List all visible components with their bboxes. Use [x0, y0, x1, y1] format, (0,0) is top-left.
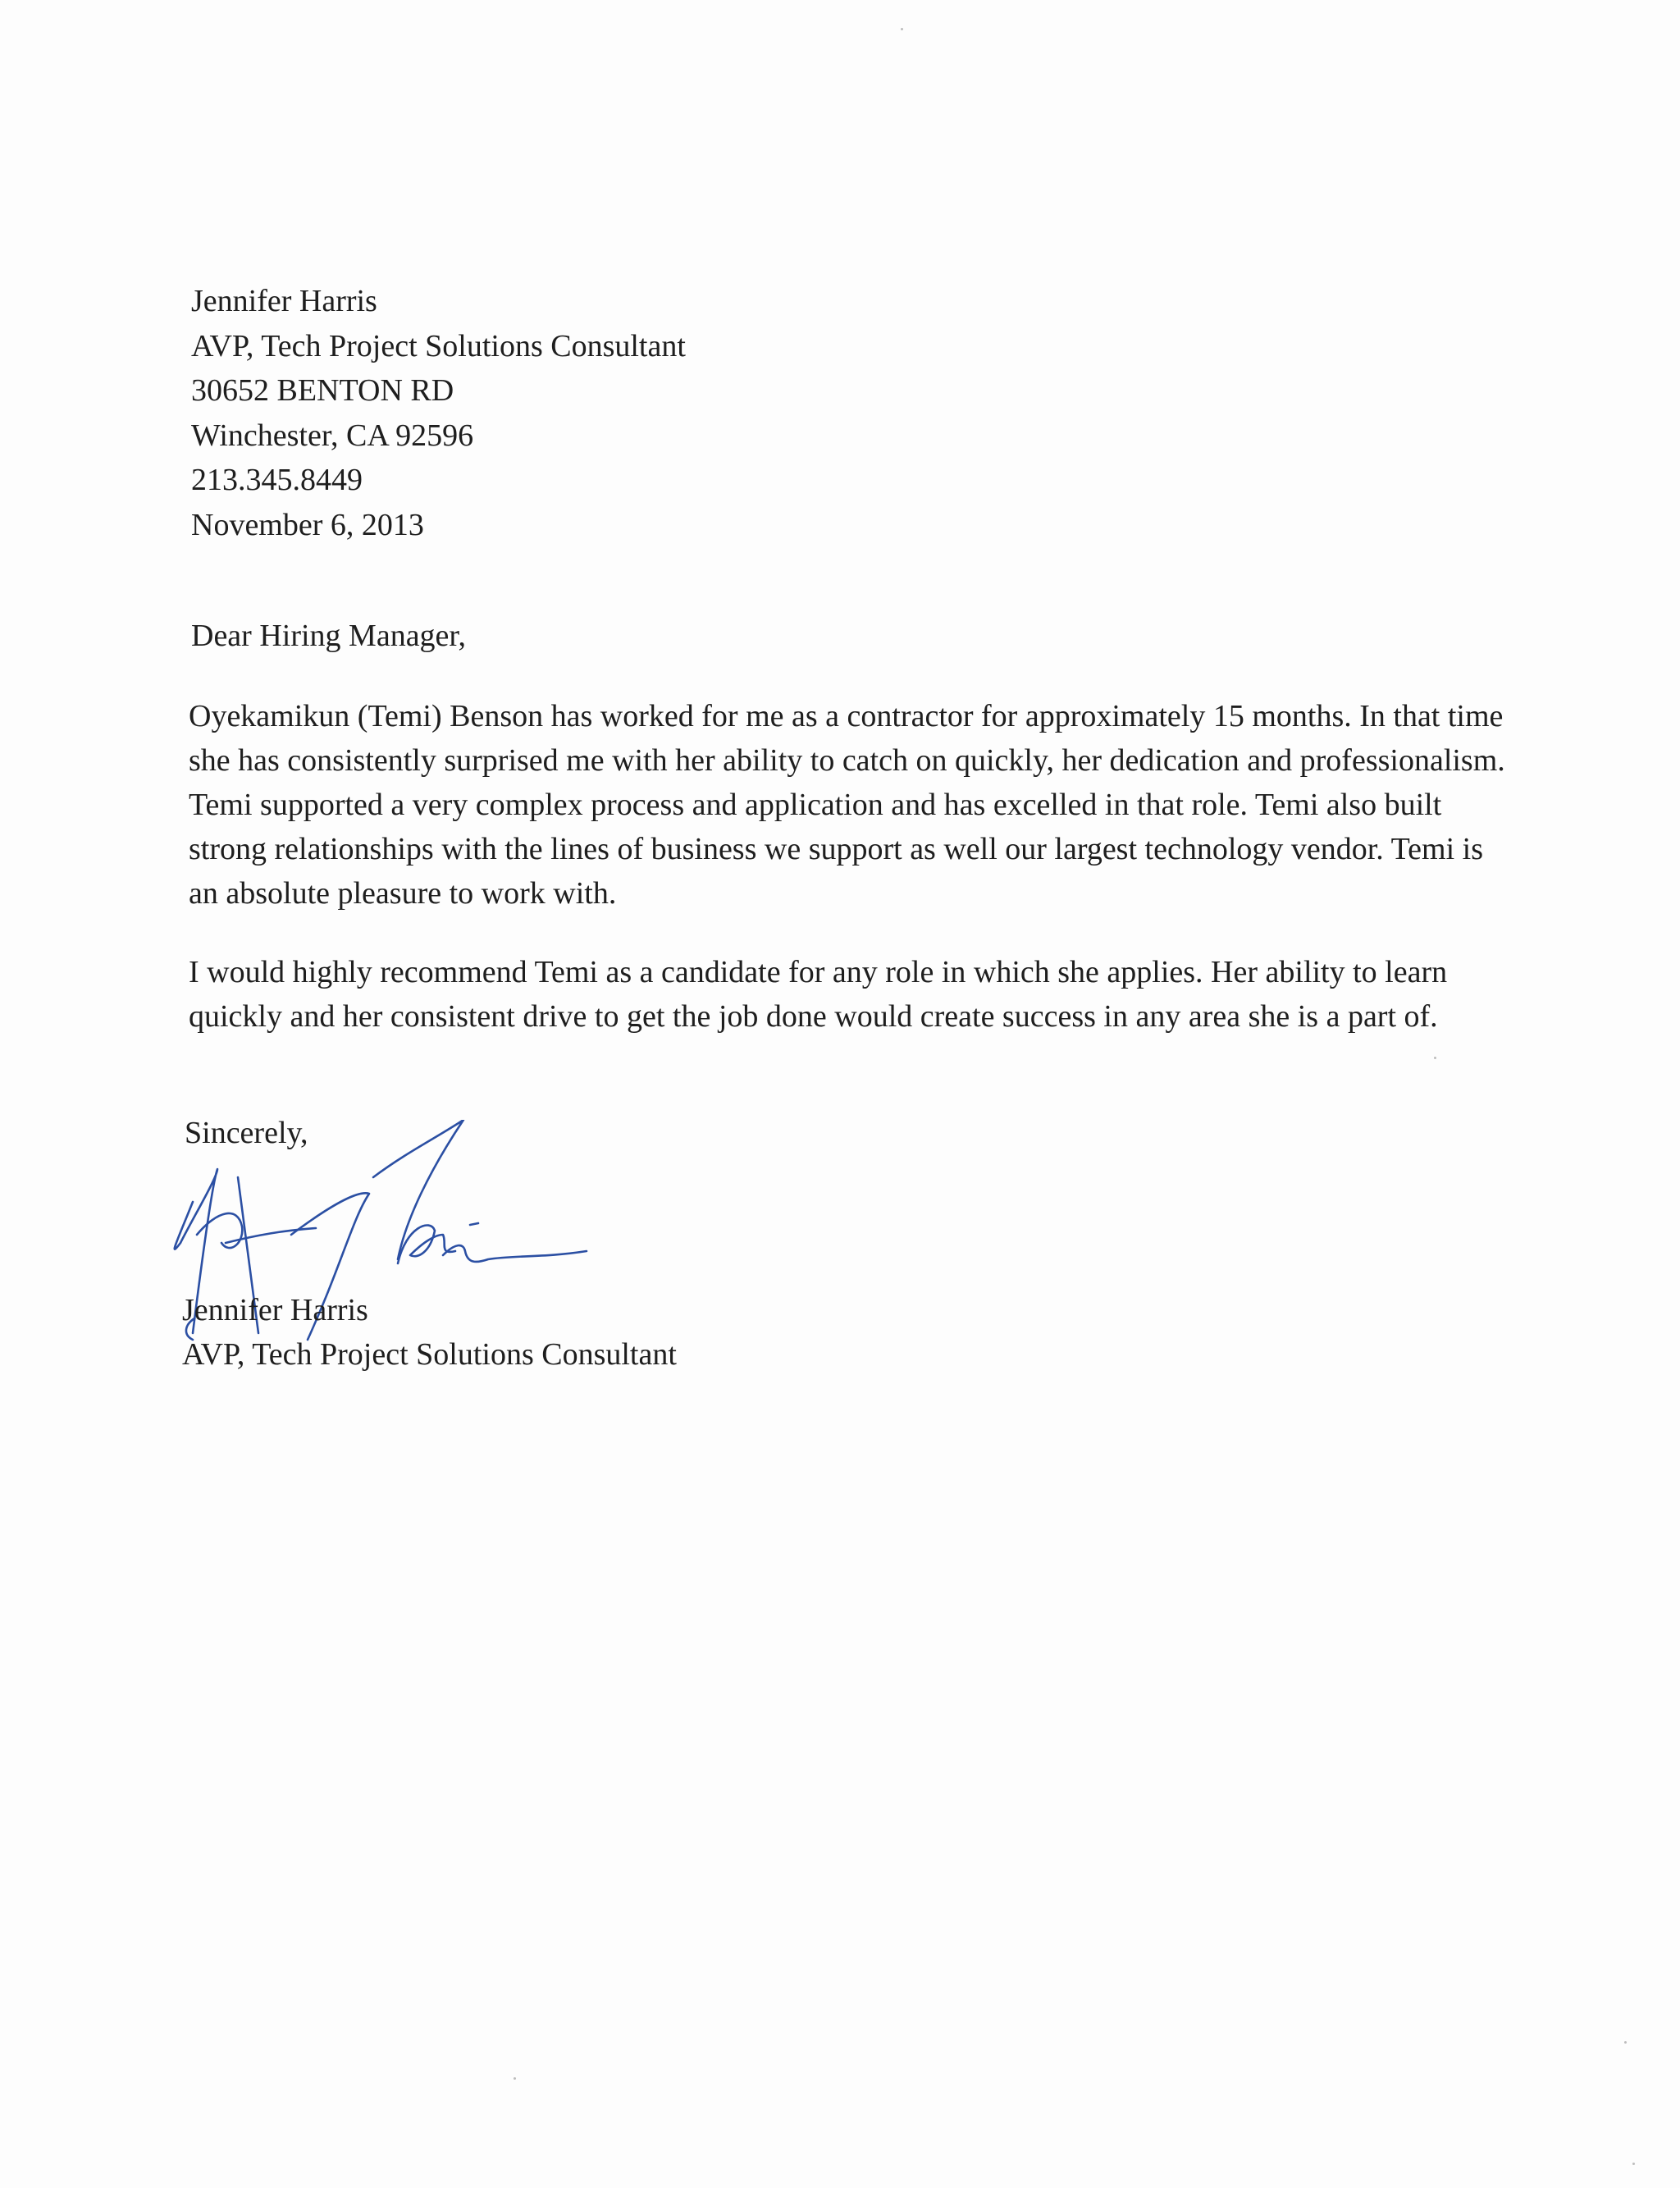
signer-title: AVP, Tech Project Solutions Consultant [182, 1337, 677, 1372]
sender-title: AVP, Tech Project Solutions Consultant [191, 328, 686, 363]
sender-address-block [191, 279, 686, 547]
scan-speck [1624, 2041, 1627, 2044]
signer-name: Jennifer Harris [182, 1293, 368, 1327]
scan-speck [514, 2077, 516, 2080]
scan-speck [901, 28, 903, 30]
letter-closing: Sincerely, [185, 1116, 308, 1150]
scan-speck [1434, 1057, 1436, 1059]
letter-greeting: Dear Hiring Manager, [191, 619, 467, 653]
letter-paragraph: Oyekamikun (Temi) Benson has worked for me as a contractor for approximately 15 months. In that time she has consistently surprised me with her ability to catch on quickly, her dedication and professionalism. Temi supported a very complex process and application and has excelled in that role. Temi also built strong relationships with the lines of business we support as well our largest technology vendor. Temi is an absolute pleasure to work with. [189, 699, 1505, 911]
sender-phone: 213.345.8449 [191, 463, 363, 497]
sender-street: 30652 BENTON RD [191, 373, 454, 408]
sender-name: Jennifer Harris [191, 284, 377, 318]
scan-speck [1632, 2163, 1635, 2165]
sender-city-line: Winchester, CA 92596 [191, 418, 474, 453]
letter-paragraph: I would highly recommend Temi as a candidate for any role in which she applies. Her ability to learn quickly and her consistent drive to get the job done would create success in any area she is a part of. [189, 955, 1448, 1034]
letter-date: November 6, 2013 [191, 507, 424, 542]
